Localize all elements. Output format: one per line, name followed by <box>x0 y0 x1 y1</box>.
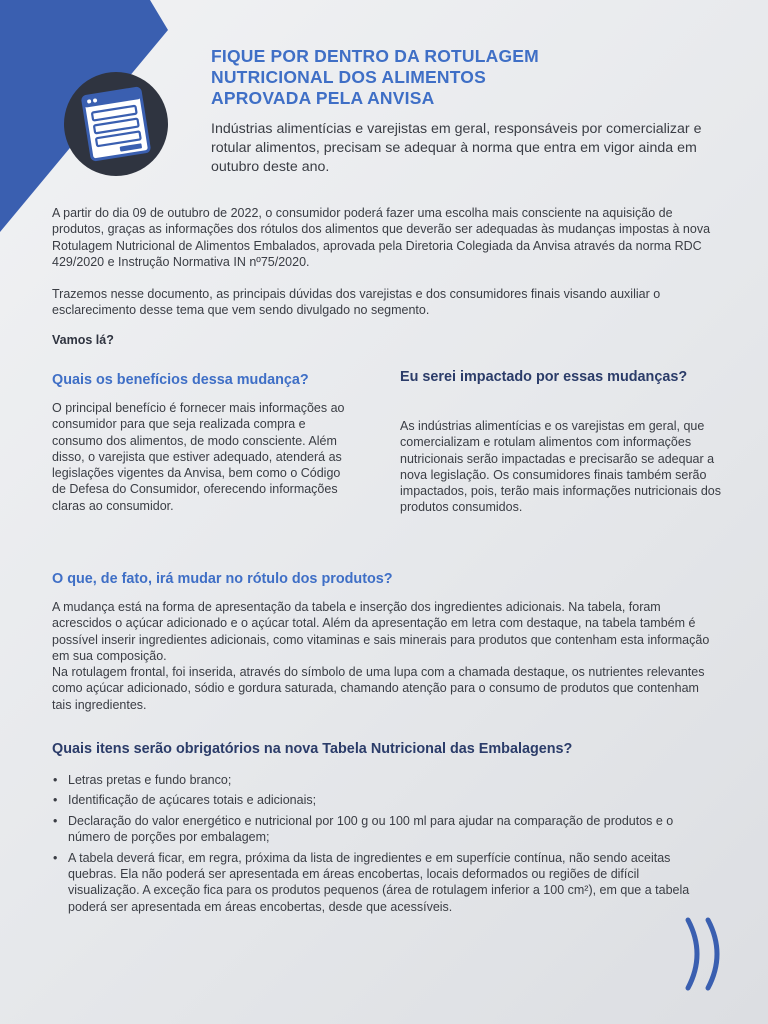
impact-body: As indústrias alimentícias e os varejistas em geral, que comercializam e rotulam alimentos com informações nutricionais serão impactadas e precisarão se adequar a nova legislação. Os consumidores finais também serão impactados, pois, terão mais informações nutricionais dos produtos consumidos. <box>400 419 721 515</box>
benefits-heading: Quais os benefícios dessa mudança? <box>52 372 309 388</box>
changes-heading: O que, de fato, irá mudar no rótulo dos produtos? <box>52 571 393 587</box>
changes-paragraph-1: A mudança está na forma de apresentação da tabela e inserção dos ingredientes adicionais. Na tabela, foram acrescidos o açúcar adicionado e o açúcar total. Além da apresentação em letra com destaque, na tabela também é possível inserir ingredientes adicionais, como vitaminas e sais minerais para produtos que contenham esta informação em sua composição. <box>52 600 710 663</box>
list-item: • Letras pretas e fundo branco; <box>52 772 702 788</box>
required-items-list <box>52 772 702 919</box>
benefits-body: O principal benefício é fornecer mais informações ao consumidor para que seja realizada compra e consumo dos alimentos, de modo consciente. Além disso, o varejista que estiver adequado, atenderá as legislações vigentes da Anvisa, bem como o Código de Defesa do Consumidor, oferecendo informações claras ao consumidor. <box>52 401 345 513</box>
list-item: • A tabela deverá ficar, em regra, próxima da lista de ingredientes e em superfície contínua, não sendo aceitas quebras. Ela não poderá ser apresentada em áreas encobertas, locais deformados ou regiões de difícil visualização. A exceção fica para os produtos pequenos (área de rotulagem inferior a 100 cm²), em que a tabela poderá ser apresentada em áreas encobertas, desde que acessíveis. <box>52 850 702 915</box>
list-item: • Declaração do valor energético e nutricional por 100 g ou 100 ml para ajudar na comparação de produtos e o número de porções por embalagem; <box>52 813 702 846</box>
lets-go-text: Vamos lá? <box>52 333 114 347</box>
title-line: APROVADA PELA ANVISA <box>211 88 435 108</box>
impact-heading: Eu serei impactado por essas mudanças? <box>400 369 688 385</box>
page-title <box>211 46 731 109</box>
purpose-paragraph: Trazemos nesse documento, as principais dúvidas dos varejistas e dos consumidores finais visando auxiliar o esclarecimento desse tema que vem sendo divulgado no segmento. <box>52 287 661 318</box>
document-form-icon <box>70 78 162 170</box>
intro-paragraph: A partir do dia 09 de outubro de 2022, o consumidor poderá fazer uma escolha mais consciente na aquisição de produtos, graças as informações dos rótulos dos alimentos que deverão ser adequadas às mudanças impostas à nova Rotulagem Nutricional de Alimentos Embalados, aprovada pela Diretoria Colegiada da Anvisa através da norma RDC 429/2020 e Instrução Normativa IN nº75/2020. <box>52 206 711 269</box>
title-line: NUTRICIONAL DOS ALIMENTOS <box>211 67 486 87</box>
double-chevron-right-icon <box>682 916 738 992</box>
required-items-heading: Quais itens serão obrigatórios na nova Tabela Nutricional das Embalagens? <box>52 741 573 757</box>
list-item: • Identificação de açúcares totais e adicionais; <box>52 792 702 808</box>
changes-paragraph-2: Na rotulagem frontal, foi inserida, através do símbolo de uma lupa com a chamada destaque, os nutrientes relevantes como açúcar adicionado, sódio e gordura saturada, chamando atenção para o consumo de produtos que contenham tais ingredientes. <box>52 665 705 712</box>
subtitle: Indústrias alimentícias e varejistas em geral, responsáveis por comercializar e rotular alimentos, precisam se adequar à norma que entra em vigor ainda em outubro deste ano. <box>211 121 702 175</box>
title-line: FIQUE POR DENTRO DA ROTULAGEM <box>211 46 539 66</box>
